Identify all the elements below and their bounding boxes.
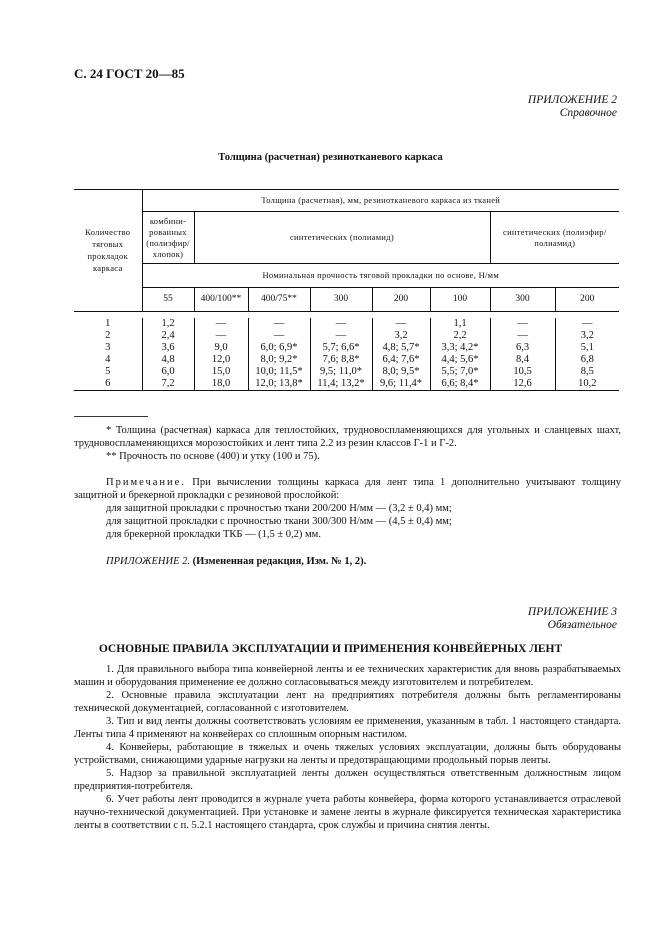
- table-row: [74, 354, 619, 366]
- table-cell: 8,0; 9,2*: [248, 354, 310, 366]
- column-header: 200: [372, 288, 430, 312]
- appendix-3-heading: ОСНОВНЫЕ ПРАВИЛА ЭКСПЛУАТАЦИИ И ПРИМЕНЕНИЯ КОНВЕЙЕРНЫХ ЛЕНТ: [98, 643, 563, 655]
- appendix-3-kind: Обязательное: [547, 619, 617, 631]
- table-cell: 4,4; 5,6*: [430, 354, 490, 366]
- table-cell: 5,5; 7,0*: [430, 366, 490, 378]
- note-line: для защитной прокладки с прочностью ткани 200/200 Н/мм — (3,2 ± 0,4) мм;: [106, 503, 452, 514]
- table-cell: 5,7; 6,6*: [310, 342, 372, 354]
- edition-note: [106, 555, 366, 568]
- table-cell: 3,6: [142, 342, 194, 354]
- table-cell: 9,6; 11,4*: [372, 378, 430, 391]
- column-header: 300: [310, 288, 372, 312]
- row-count: 4: [105, 354, 111, 365]
- note-label: Примечание.: [106, 477, 186, 488]
- table-cell: 7,2: [142, 378, 194, 391]
- table-cell: 3,2: [372, 330, 430, 342]
- note-line: для брекерной прокладки ТКБ — (1,5 ± 0,2) мм.: [106, 529, 321, 540]
- appendix-2-title: ПРИЛОЖЕНИЕ 2: [527, 94, 617, 106]
- footnote-divider: [74, 416, 148, 417]
- note-line: для защитной прокладки с прочностью ткани 300/300 Н/мм — (4,5 ± 0,4) мм;: [106, 516, 452, 527]
- table-title: Толщина (расчетная) резинотканевого каркаса: [218, 152, 443, 163]
- table-cell: 4,8; 5,7*: [372, 342, 430, 354]
- table-cell: 6,8: [555, 354, 619, 366]
- table-cell: 6,3: [490, 342, 555, 354]
- edition-label: ПРИЛОЖЕНИЕ 2.: [106, 556, 190, 567]
- table-cell: 10,5: [490, 366, 555, 378]
- rule-item: 5. Надзор за правильной эксплуатацией ленты должен осуществляться ответственным должностным лицом предприятия-потребителя.: [74, 768, 621, 792]
- table-cell: —: [248, 330, 310, 342]
- table-cell: 8,0; 9,5*: [372, 366, 430, 378]
- row-header: Количество тяговых прокладок каркаса: [85, 226, 131, 273]
- column-header: 300: [490, 288, 555, 312]
- appendix-2-kind: Справочное: [559, 107, 617, 119]
- table-cell: —: [372, 318, 430, 330]
- rule-item: 3. Тип и вид ленты должны соответствовать условиям ее применения, указанным в табл. 1 настоящего стандарта. Ленты типа 4 применяют на конвейерах со сплошным опорным настилом.: [74, 716, 621, 740]
- table-cell: 9,0: [194, 342, 248, 354]
- table-cell: 2,2: [430, 330, 490, 342]
- table-cell: —: [194, 318, 248, 330]
- table-cell: 1,1: [430, 318, 490, 330]
- column-header: 200: [555, 288, 619, 312]
- appendix-3-label: [528, 606, 617, 632]
- rule-item: 2. Основные правила эксплуатации лент на предприятиях потребителя должны быть регламентированы технической документацией, согласованной с изготовителем.: [74, 690, 621, 714]
- column-header: 400/100**: [194, 288, 248, 312]
- table-cell: 12,0; 13,8*: [248, 378, 310, 391]
- table-row: [74, 366, 619, 378]
- table-cell: —: [310, 318, 372, 330]
- table-cell: 2,4: [142, 330, 194, 342]
- table-cell: 12,0: [194, 354, 248, 366]
- rule-item: 4. Конвейеры, работающие в тяжелых и очень тяжелых условиях эксплуатации, должны быть оборудованы устройствами, снижающими ударные нагрузки на ленты и предотвращающими продольный порыв ленты.: [74, 742, 621, 766]
- footnote-double-star: ** Прочность по основе (400) и утку (100 и 75).: [106, 451, 320, 462]
- page-header: С. 24 ГОСТ 20—85: [74, 66, 185, 81]
- table-row: [74, 318, 619, 330]
- table-cell: 18,0: [194, 378, 248, 391]
- table-cell: —: [555, 318, 619, 330]
- table-cell: 10,2: [555, 378, 619, 391]
- sub-header-synthetic-pa: синтетических (полиамид): [194, 212, 490, 264]
- appendix-3-title: ПРИЛОЖЕНИЕ 3: [527, 606, 617, 618]
- table-cell: 6,4; 7,6*: [372, 354, 430, 366]
- appendix-2-label: [528, 94, 617, 120]
- rule-item: 1. Для правильного выбора типа конвейерной ленты и ее технических характеристик для вновь разрабатываемых машин и оборудования применение ее должно согласовываться между изготовителем и потребителем.: [74, 664, 621, 688]
- table-row: [74, 342, 619, 354]
- table-cell: —: [248, 318, 310, 330]
- table-cell: 6,0; 6,9*: [248, 342, 310, 354]
- table-cell: 8,4: [490, 354, 555, 366]
- column-header: 400/75**: [248, 288, 310, 312]
- row-header-cell: [74, 190, 142, 312]
- table-cell: 12,6: [490, 378, 555, 391]
- table-cell: —: [490, 318, 555, 330]
- table-cell: 10,0; 11,5*: [248, 366, 310, 378]
- table-cell: 6,0: [142, 366, 194, 378]
- table-cell: 11,4; 13,2*: [310, 378, 372, 391]
- table-cell: 1,2: [142, 318, 194, 330]
- group-header: Толщина (расчетная), мм, резинотканевого каркаса из тканей: [142, 190, 619, 212]
- table-cell: 7,6; 8,8*: [310, 354, 372, 366]
- row-count: 2: [105, 330, 111, 341]
- table-cell: —: [310, 330, 372, 342]
- thickness-table: [74, 189, 619, 391]
- row-count: 1: [105, 318, 111, 329]
- table-cell: 5,1: [555, 342, 619, 354]
- table-cell: 3,2: [555, 330, 619, 342]
- row-count: 3: [105, 342, 111, 353]
- table-cell: 15,0: [194, 366, 248, 378]
- column-header: 55: [142, 288, 194, 312]
- table-row: [74, 330, 619, 342]
- column-header: 100: [430, 288, 490, 312]
- table-cell: —: [194, 330, 248, 342]
- footnote-star: * Толщина (расчетная) каркаса для теплостойких, трудновоспламеняющихся для угольных и сланцевых шахт, трудновоспламеняющихся морозостойких и лент типа 2.2 из резин классов Г-1 и Г-2.: [74, 425, 621, 449]
- table-cell: 9,5; 11,0*: [310, 366, 372, 378]
- table-row: [74, 378, 619, 391]
- sub-header-synthetic-pe: синтетических (полиэфир/полиамид): [490, 212, 619, 264]
- table-cell: 8,5: [555, 366, 619, 378]
- strength-header: Номинальная прочность тяговой прокладки по основе, Н/мм: [142, 264, 619, 288]
- edition-text: (Измененная редакция, Изм. № 1, 2).: [192, 556, 367, 567]
- table-cell: 4,8: [142, 354, 194, 366]
- table-cell: 3,3; 4,2*: [430, 342, 490, 354]
- table-cell: —: [490, 330, 555, 342]
- rule-item: 6. Учет работы лент проводится в журнале учета работы конвейера, форма которого устанавливается отраслевой научно-технической документацией. При установке и замене ленты в журнале фиксируется техническая характеристика ленты в соответствии с п. 5.2.1 настоящего стандарта, срок службы и причина снятия ленты.: [74, 794, 621, 831]
- table-cell: 6,6; 8,4*: [430, 378, 490, 391]
- note-text: При вычислении толщины каркаса для лент типа 1 дополнительно учитывают толщину защитной и брекерной прокладки с резиновой прослойкой:: [74, 477, 622, 501]
- sub-header-combined: комбини- рованных (полиэфир/ хлопок): [142, 212, 194, 264]
- row-count: 6: [74, 378, 142, 391]
- rules-list: [74, 663, 621, 832]
- note-block: [74, 476, 621, 502]
- row-count: 5: [105, 366, 111, 377]
